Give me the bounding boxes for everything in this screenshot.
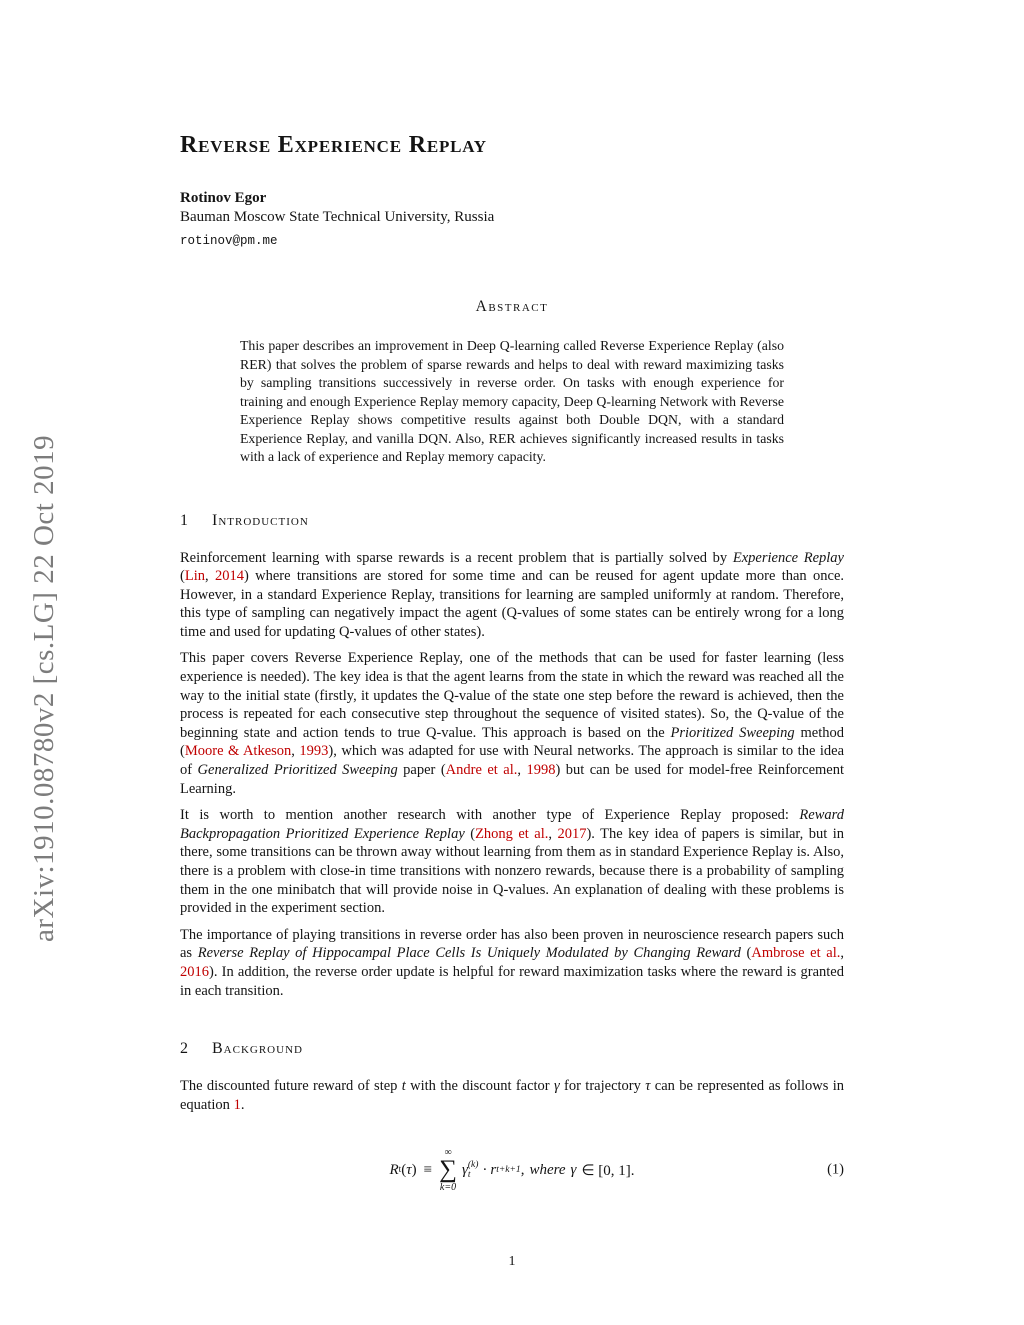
author-name: Rotinov Egor xyxy=(180,190,267,206)
author-block xyxy=(180,189,844,251)
equation-word: where xyxy=(529,1161,566,1178)
equation-supsub: (k) t xyxy=(467,1160,479,1181)
section-label: Introduction xyxy=(212,511,309,529)
equation-block xyxy=(180,1144,844,1196)
summation-lower-limit: k=0 xyxy=(439,1181,457,1193)
section-label: Background xyxy=(212,1040,303,1058)
sigma-icon: ∑ xyxy=(439,1155,457,1183)
citation-link[interactable]: Moore & Atkeson xyxy=(184,743,292,760)
summation-upper-limit: ∞ xyxy=(444,1146,452,1158)
cdot-symbol: · xyxy=(482,1161,488,1178)
section-heading-background xyxy=(180,1040,844,1058)
citation-link[interactable]: 1 xyxy=(233,1096,241,1113)
equation xyxy=(180,1144,844,1196)
abstract-heading: Abstract xyxy=(475,298,549,315)
equation-paren: ( xyxy=(401,1161,407,1178)
equation-subscript: t+k+1 xyxy=(496,1165,521,1176)
citation-link[interactable]: Ambrose et al. xyxy=(751,945,841,962)
paragraph: It is worth to mention another research with another type of Experience Replay proposed: Reward Backpropagation Prioritized Experience Replay (Zhong et al., 2017). The key idea of papers is similar, but in there, some transitions can be thrown away without learning from them as in standard Experience Replay is. Also, there is a problem with close-in time transitions with nonzero rewards, because there is a probability of sampling them in the one minibatch that will provide noise in Q-values. An explanation of dealing with these problems is provided in the experiment section. xyxy=(180,807,844,917)
author-email: rotinov@pm.me xyxy=(180,234,278,248)
paper-title: Reverse Experience Replay xyxy=(180,132,487,158)
arxiv-watermark: arXiv:1910.08780v2 [cs.LG] 22 Oct 2019 xyxy=(28,434,60,942)
paragraph: The discounted future reward of step t with the discount factor γ for trajectory τ can be represented as follows in equation 1. xyxy=(180,1078,844,1113)
citation-link[interactable]: 1993 xyxy=(299,743,329,760)
equiv-symbol: ≡ xyxy=(423,1161,433,1178)
equation-range: ∈ [0, 1]. xyxy=(581,1162,635,1179)
paragraph: The importance of playing transitions in reverse order has also been proven in neuroscience research papers such as Reverse Replay of Hippocampal Place Cells Is Uniquely Modulated by Changing Reward (Ambrose et al., 2016). In addition, the reverse order update is helpful for reward maximization tasks where the reward is granted in each transition. xyxy=(180,926,844,999)
equation-subscript: t xyxy=(398,1165,402,1176)
author-affiliation: Bauman Moscow State Technical University, Russia xyxy=(180,209,495,225)
equation-term: R xyxy=(389,1161,399,1178)
abstract-body: This paper describes an improvement in Deep Q-learning called Reverse Experience Replay (also RER) that solves the problem of sparse rewards and helps to deal with reward maximizing tasks by sampling transitions successively in reverse order. On tasks with enough experience for training and enough Experience Replay memory capacity, Deep Q-learning Network with Reverse Experience Replay shows competitive results against both Double DQN, with a standard Experience Replay, and vanilla DQN. Also, RER achieves significantly increased results in tasks with a lack of experience and Replay memory capacity. xyxy=(240,338,784,464)
citation-link[interactable]: 2016 xyxy=(180,963,209,980)
equation-term: γ xyxy=(461,1161,468,1178)
equation-number: (1) xyxy=(827,1161,844,1178)
paragraph: Reinforcement learning with sparse rewards is a recent problem that is partially solved by Experience Replay (Lin, 2014) where transitions are stored for some time and can be reused for agent update more than once. However, in a standard Experience Replay, transitions for learning are sampled uniformly at random. Therefore, this type of sampling can negatively impact the agent (Q-values of some states can be entirely wrong for a long time and used for updating Q-values of other states). xyxy=(180,549,845,640)
equation-term: γ xyxy=(570,1161,577,1178)
equation-comma: , xyxy=(520,1161,525,1178)
section-number: 1 xyxy=(180,511,188,529)
citation-link[interactable]: 2017 xyxy=(557,825,587,842)
citation-link[interactable]: 2014 xyxy=(214,568,244,585)
equation-term: τ xyxy=(406,1161,412,1178)
section-heading-introduction xyxy=(180,512,844,530)
citation-link[interactable]: Andre et al. xyxy=(445,762,518,779)
citation-link[interactable]: 1998 xyxy=(526,762,556,779)
paragraph: This paper covers Reverse Experience Replay, one of the methods that can be used for faster learning (less experience is needed). The key idea is that the agent learns from the state in which the reward was reached all the way to the initial state (firstly, it updates the Q-value of the state one step before the reward is achieved, then the process is repeated for each consecutive step throughout the sequence of visited states). So, the Q-value of the beginning state and action tends to true Q-value. This approach is based on the Prioritized Sweeping method (Moore & Atkeson, 1993), which was adapted for use with Neural networks. The approach is similar to the idea of Generalized Prioritized Sweeping paper (Andre et al., 1998) but can be used for model-free Reinforcement Learning. xyxy=(180,650,845,797)
section-number: 2 xyxy=(180,1040,188,1058)
equation-paren: ) xyxy=(411,1161,417,1178)
citation-link[interactable]: Zhong et al. xyxy=(475,825,549,842)
page-number: 1 xyxy=(508,1254,516,1269)
equation-term: r xyxy=(490,1161,497,1178)
paper-page xyxy=(180,0,844,1196)
citation-link[interactable]: Lin xyxy=(184,568,205,585)
summation-symbol xyxy=(439,1148,457,1193)
